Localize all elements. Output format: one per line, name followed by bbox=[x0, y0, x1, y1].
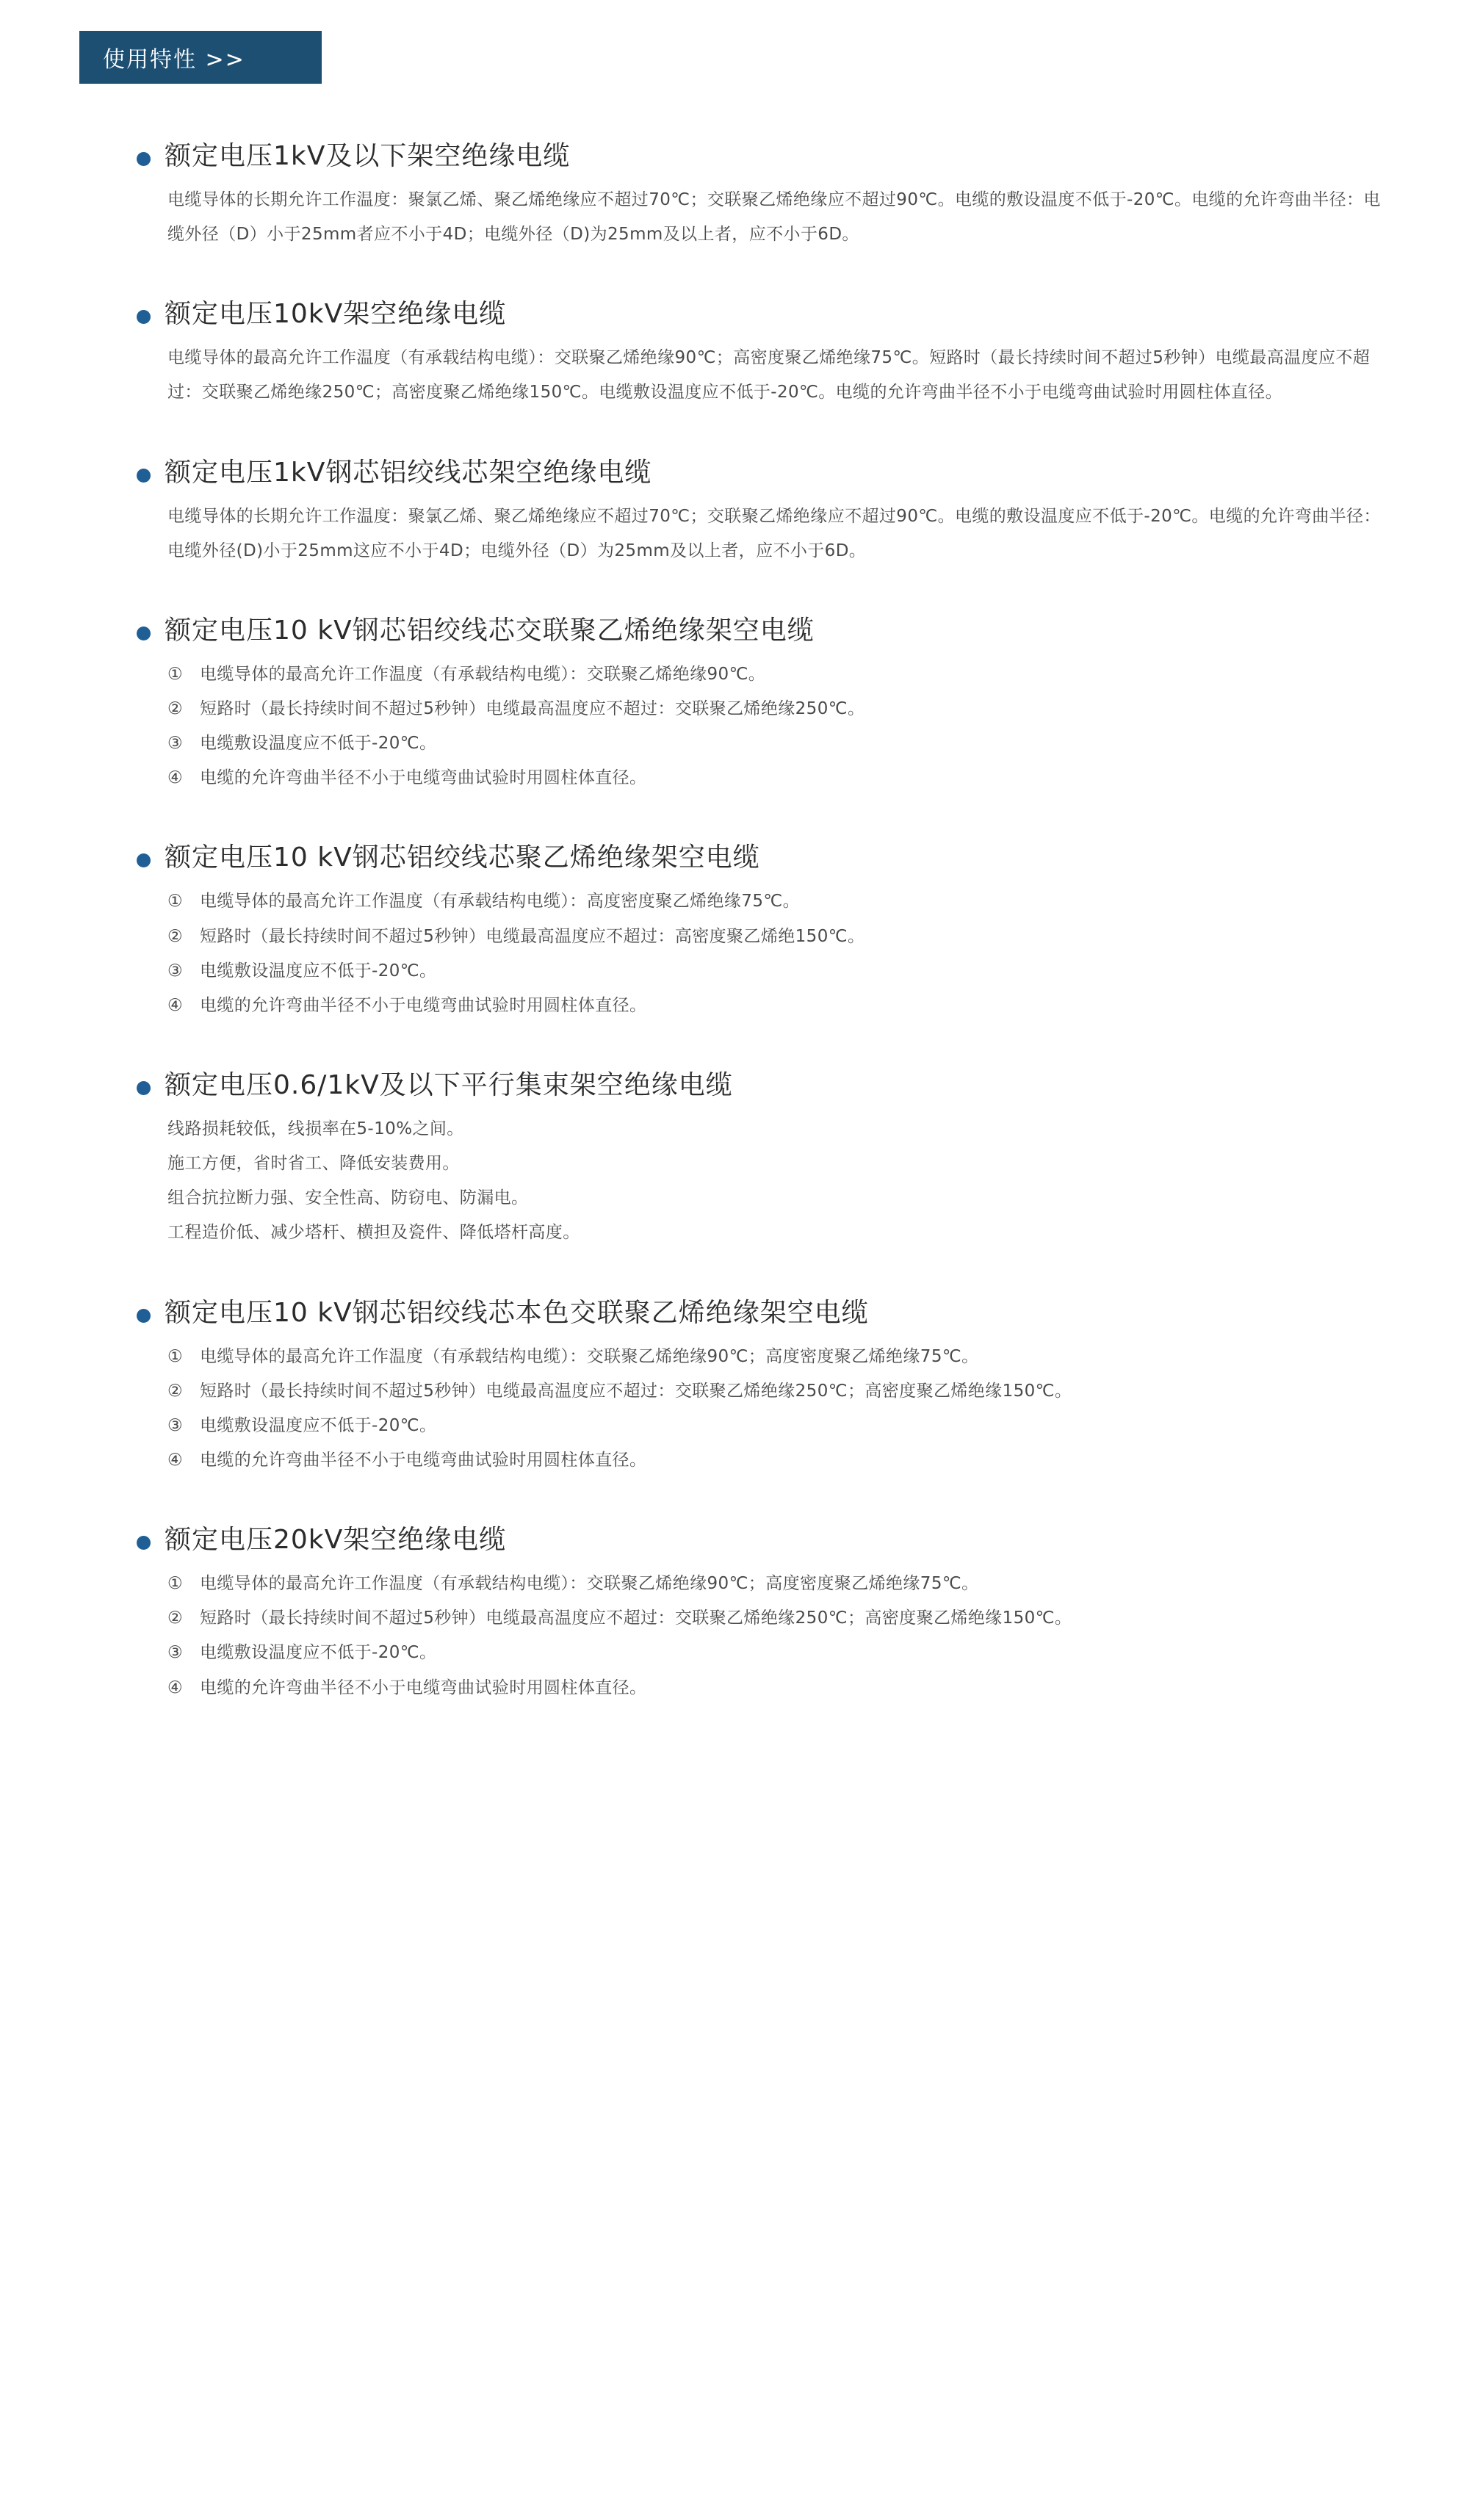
list-item-text: 电缆导体的最高允许工作温度（有承载结构电缆）：高度密度聚乙烯绝缘75℃。 bbox=[200, 892, 800, 911]
bullet-icon bbox=[137, 1309, 151, 1323]
bullet-icon bbox=[137, 1536, 151, 1550]
section-paragraph: 线路损耗较低，线损率在5-10%之间。 bbox=[167, 1119, 464, 1138]
section-title: 额定电压0.6/1kV及以下平行集束架空绝缘电缆 bbox=[165, 1069, 733, 1100]
section-title: 额定电压20kV架空绝缘电缆 bbox=[165, 1525, 507, 1556]
feature-section bbox=[0, 1523, 1469, 1705]
list-item bbox=[167, 1409, 1381, 1443]
feature-section bbox=[0, 1069, 1469, 1251]
section-title: 额定电压1kV钢芯铝绞线芯架空绝缘电缆 bbox=[165, 457, 652, 488]
list-item-marker: ① bbox=[167, 1346, 184, 1366]
section-numbered-list bbox=[167, 1340, 1381, 1479]
section-body bbox=[167, 499, 1381, 568]
list-item-marker: ② bbox=[167, 698, 184, 718]
section-body bbox=[167, 341, 1381, 410]
section-paragraph: 电缆导体的最高允许工作温度（有承载结构电缆）：交联聚乙烯绝缘90℃；高密度聚乙烯绝缘75℃。短路时（最长持续时间不超过5秒钟）电缆最高温度应不超过：交联聚乙烯绝缘250℃；高密度聚乙烯绝缘150℃。电缆敷设温度应不低于-20℃。电缆的允许弯曲半径不小于电缆弯曲试验时用圆柱体直径。 bbox=[167, 348, 1371, 402]
list-item-marker: ② bbox=[167, 1381, 184, 1401]
feature-section bbox=[0, 297, 1469, 410]
list-item bbox=[167, 1443, 1381, 1478]
section-title: 额定电压10kV架空绝缘电缆 bbox=[165, 299, 507, 330]
list-item bbox=[167, 1567, 1381, 1601]
list-item-text: 短路时（最长持续时间不超过5秒钟）电缆最高温度应不超过：交联聚乙烯绝缘250℃；高密度聚乙烯绝缘150℃。 bbox=[200, 1381, 1072, 1401]
list-item-text: 电缆敷设温度应不低于-20℃。 bbox=[200, 1643, 437, 1663]
list-item-marker: ② bbox=[167, 1609, 184, 1628]
feature-section bbox=[0, 614, 1469, 796]
list-item-text: 电缆敷设温度应不低于-20℃。 bbox=[200, 961, 437, 981]
list-item-marker: ② bbox=[167, 926, 184, 946]
list-item-marker: ① bbox=[167, 664, 184, 684]
list-item-text: 电缆的允许弯曲半径不小于电缆弯曲试验时用圆柱体直径。 bbox=[200, 1678, 647, 1697]
bullet-icon bbox=[137, 469, 151, 483]
bullet-icon bbox=[137, 310, 151, 324]
list-item bbox=[167, 692, 1381, 726]
list-item bbox=[167, 1671, 1381, 1705]
section-title: 额定电压10 kV钢芯铝绞线芯本色交联聚乙烯绝缘架空电缆 bbox=[165, 1297, 869, 1328]
list-item-text: 短路时（最长持续时间不超过5秒钟）电缆最高温度应不超过：高密度聚乙烯绝150℃。 bbox=[200, 926, 865, 946]
list-item bbox=[167, 989, 1381, 1023]
list-item-text: 短路时（最长持续时间不超过5秒钟）电缆最高温度应不超过：交联聚乙烯绝缘250℃。 bbox=[200, 698, 865, 718]
list-item-marker: ④ bbox=[167, 768, 184, 788]
section-title: 额定电压10 kV钢芯铝绞线芯聚乙烯绝缘架空电缆 bbox=[165, 842, 760, 873]
list-item bbox=[167, 920, 1381, 954]
bullet-icon bbox=[137, 853, 151, 867]
list-item-text: 电缆的允许弯曲半径不小于电缆弯曲试验时用圆柱体直径。 bbox=[200, 995, 647, 1015]
list-item-marker: ④ bbox=[167, 995, 184, 1015]
list-item bbox=[167, 726, 1381, 761]
sections-container bbox=[0, 140, 1469, 1751]
list-item bbox=[167, 657, 1381, 692]
list-item bbox=[167, 1340, 1381, 1374]
list-item-marker: ④ bbox=[167, 1678, 184, 1697]
section-title: 额定电压10 kV钢芯铝绞线芯交联聚乙烯绝缘架空电缆 bbox=[165, 615, 815, 646]
section-paragraph: 电缆导体的长期允许工作温度：聚氯乙烯、聚乙烯绝缘应不超过70℃；交联聚乙烯绝缘应不超过90℃。电缆的敷设温度应不低于-20℃。电缆的允许弯曲半径：电缆外径(D)小于25mm这应不小于4D；电缆外径（D）为25mm及以上者，应不小于6D。 bbox=[167, 506, 1381, 560]
list-item-marker: ③ bbox=[167, 1643, 184, 1663]
section-paragraph: 工程造价低、减少塔杆、横担及瓷件、降低塔杆高度。 bbox=[167, 1223, 580, 1243]
section-numbered-list bbox=[167, 657, 1381, 796]
feature-section bbox=[0, 1296, 1469, 1479]
section-title: 额定电压1kV及以下架空绝缘电缆 bbox=[165, 141, 571, 171]
list-item-marker: ③ bbox=[167, 961, 184, 981]
section-tab-label: 使用特性 >> bbox=[103, 47, 245, 73]
list-item-marker: ① bbox=[167, 892, 184, 911]
bullet-icon bbox=[137, 152, 151, 166]
section-body bbox=[167, 1112, 1381, 1251]
section-paragraph: 施工方便，省时省工、降低安装费用。 bbox=[167, 1154, 460, 1174]
list-item-text: 电缆的允许弯曲半径不小于电缆弯曲试验时用圆柱体直径。 bbox=[200, 768, 647, 788]
feature-section bbox=[0, 841, 1469, 1023]
list-item-marker: ④ bbox=[167, 1450, 184, 1470]
list-item bbox=[167, 761, 1381, 795]
list-item-marker: ① bbox=[167, 1574, 184, 1594]
list-item-text: 电缆导体的最高允许工作温度（有承载结构电缆）：交联聚乙烯绝缘90℃；高度密度聚乙烯绝缘75℃。 bbox=[200, 1346, 979, 1366]
list-item bbox=[167, 1636, 1381, 1670]
list-item bbox=[167, 884, 1381, 919]
list-item-marker: ③ bbox=[167, 734, 184, 754]
feature-section bbox=[0, 456, 1469, 568]
feature-section bbox=[0, 140, 1469, 252]
list-item-text: 电缆导体的最高允许工作温度（有承载结构电缆）：交联聚乙烯绝缘90℃。 bbox=[200, 664, 766, 684]
list-item-text: 电缆敷设温度应不低于-20℃。 bbox=[200, 1415, 437, 1435]
list-item bbox=[167, 1374, 1381, 1409]
list-item bbox=[167, 954, 1381, 989]
list-item-text: 短路时（最长持续时间不超过5秒钟）电缆最高温度应不超过：交联聚乙烯绝缘250℃；高密度聚乙烯绝缘150℃。 bbox=[200, 1609, 1072, 1628]
bullet-icon bbox=[137, 1081, 151, 1095]
section-body bbox=[167, 183, 1381, 252]
section-paragraph: 电缆导体的长期允许工作温度：聚氯乙烯、聚乙烯绝缘应不超过70℃；交联聚乙烯绝缘应不超过90℃。电缆的敷设温度不低于-20℃。电缆的允许弯曲半径：电缆外径（D）小于25mm者应不小于4D；电缆外径（D)为25mm及以上者，应不小于6D。 bbox=[167, 190, 1381, 245]
list-item bbox=[167, 1601, 1381, 1636]
list-item-text: 电缆敷设温度应不低于-20℃。 bbox=[200, 734, 437, 754]
section-numbered-list bbox=[167, 884, 1381, 1023]
section-numbered-list bbox=[167, 1567, 1381, 1705]
bullet-icon bbox=[137, 627, 151, 640]
section-tab bbox=[79, 31, 322, 84]
list-item-text: 电缆导体的最高允许工作温度（有承载结构电缆）：交联聚乙烯绝缘90℃；高度密度聚乙烯绝缘75℃。 bbox=[200, 1574, 979, 1594]
list-item-text: 电缆的允许弯曲半径不小于电缆弯曲试验时用圆柱体直径。 bbox=[200, 1450, 647, 1470]
section-paragraph: 组合抗拉断力强、安全性高、防窃电、防漏电。 bbox=[167, 1188, 529, 1208]
list-item-marker: ③ bbox=[167, 1415, 184, 1435]
